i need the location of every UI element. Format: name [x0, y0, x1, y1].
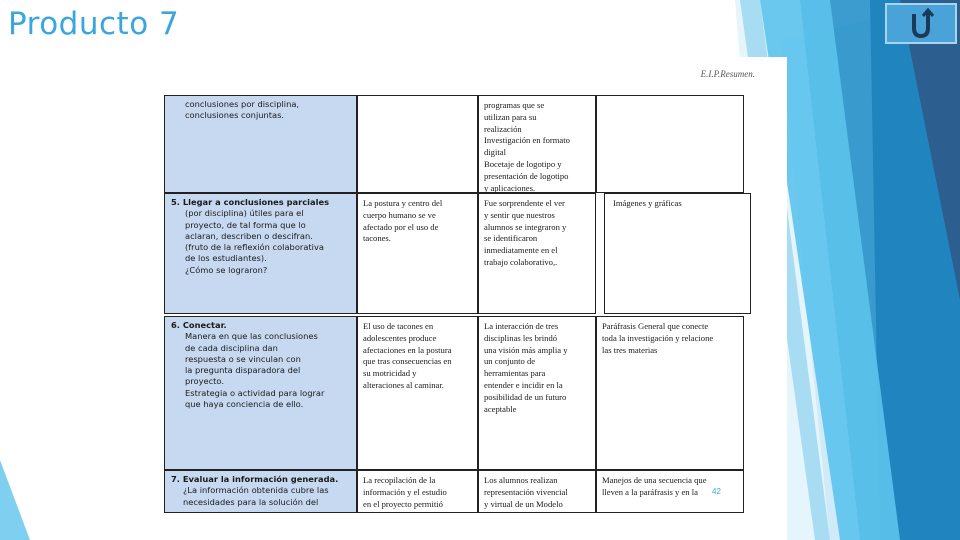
table-cell: La recopilación de la información y el estudio en el proyecto permitió	[357, 470, 478, 513]
table-cell: Los alumnos realizan representación vivencial y virtual de un Modelo	[478, 470, 596, 513]
table-cell-step	[164, 470, 357, 513]
cell-text: conclusiones por disciplina, conclusiones conjuntas.	[185, 99, 300, 121]
document-header: E.I.P.Resumen.	[700, 69, 755, 79]
step-heading: 5. Llegar a conclusiones parciales	[171, 197, 330, 207]
cell-text: (por disciplina) útiles para el proyecto, de tal forma que lo aclaran, describen o descifran. (fruto de la reflexión colaborativa de los estudiantes). ¿Cómo se lograron?	[185, 208, 324, 275]
u-turn-return-icon	[904, 8, 938, 40]
table-cell: Paráfrasis General que conecte toda la investigación y relacione las tres materias	[596, 316, 744, 470]
table-cell: Fue sorprendente el ver y sentir que nuestros alumnos se integraron y se identificaron inmediatamente en el trabajo colaborativo,.	[478, 193, 596, 314]
table-cell: La interacción de tres disciplinas les brindó una visión más amplia y un conjunto de herramientas para entender e incidir en la posibilidad de un futuro aceptable	[478, 316, 596, 470]
return-button[interactable]	[885, 3, 957, 44]
table-cell-step	[164, 95, 357, 193]
table-cell	[357, 95, 478, 193]
table-cell: programas que se utilizan para su realización Investigación en formato digital Bocetaje de logotipo y presentación de logotipo y aplicaciones.	[478, 95, 596, 193]
table-cell	[596, 95, 744, 193]
table-cell-step	[164, 193, 357, 314]
step-heading: 6. Conectar.	[171, 320, 227, 330]
cell-text: Manera en que las conclusiones de cada disciplina dan respuesta o se vinculan con la pregunta disparadora del proyecto. Estrategia o actividad para lograr que haya conciencia de ello.	[185, 331, 325, 410]
table-cell: La postura y centro del cuerpo humano se ve afectado por el uso de tacones.	[357, 193, 478, 314]
table-cell: El uso de tacones en adolescentes produce afectaciones en la postura que tras consecuencias en su motricidad y alteraciones al caminar.	[357, 316, 478, 470]
table-cell-step	[164, 316, 357, 470]
table-cell: Manejos de una secuencia que lleven a la paráfrasis y en la	[596, 470, 744, 513]
page-number: 42	[712, 487, 721, 496]
slide-title: Producto 7	[8, 6, 180, 42]
cell-text: ¿La información obtenida cubre las necesidades para la solución del	[183, 485, 329, 507]
table-cell: Imágenes y gráficas	[604, 193, 751, 314]
step-heading: 7. Evaluar la información generada.	[171, 474, 339, 484]
document-scan	[160, 57, 787, 540]
